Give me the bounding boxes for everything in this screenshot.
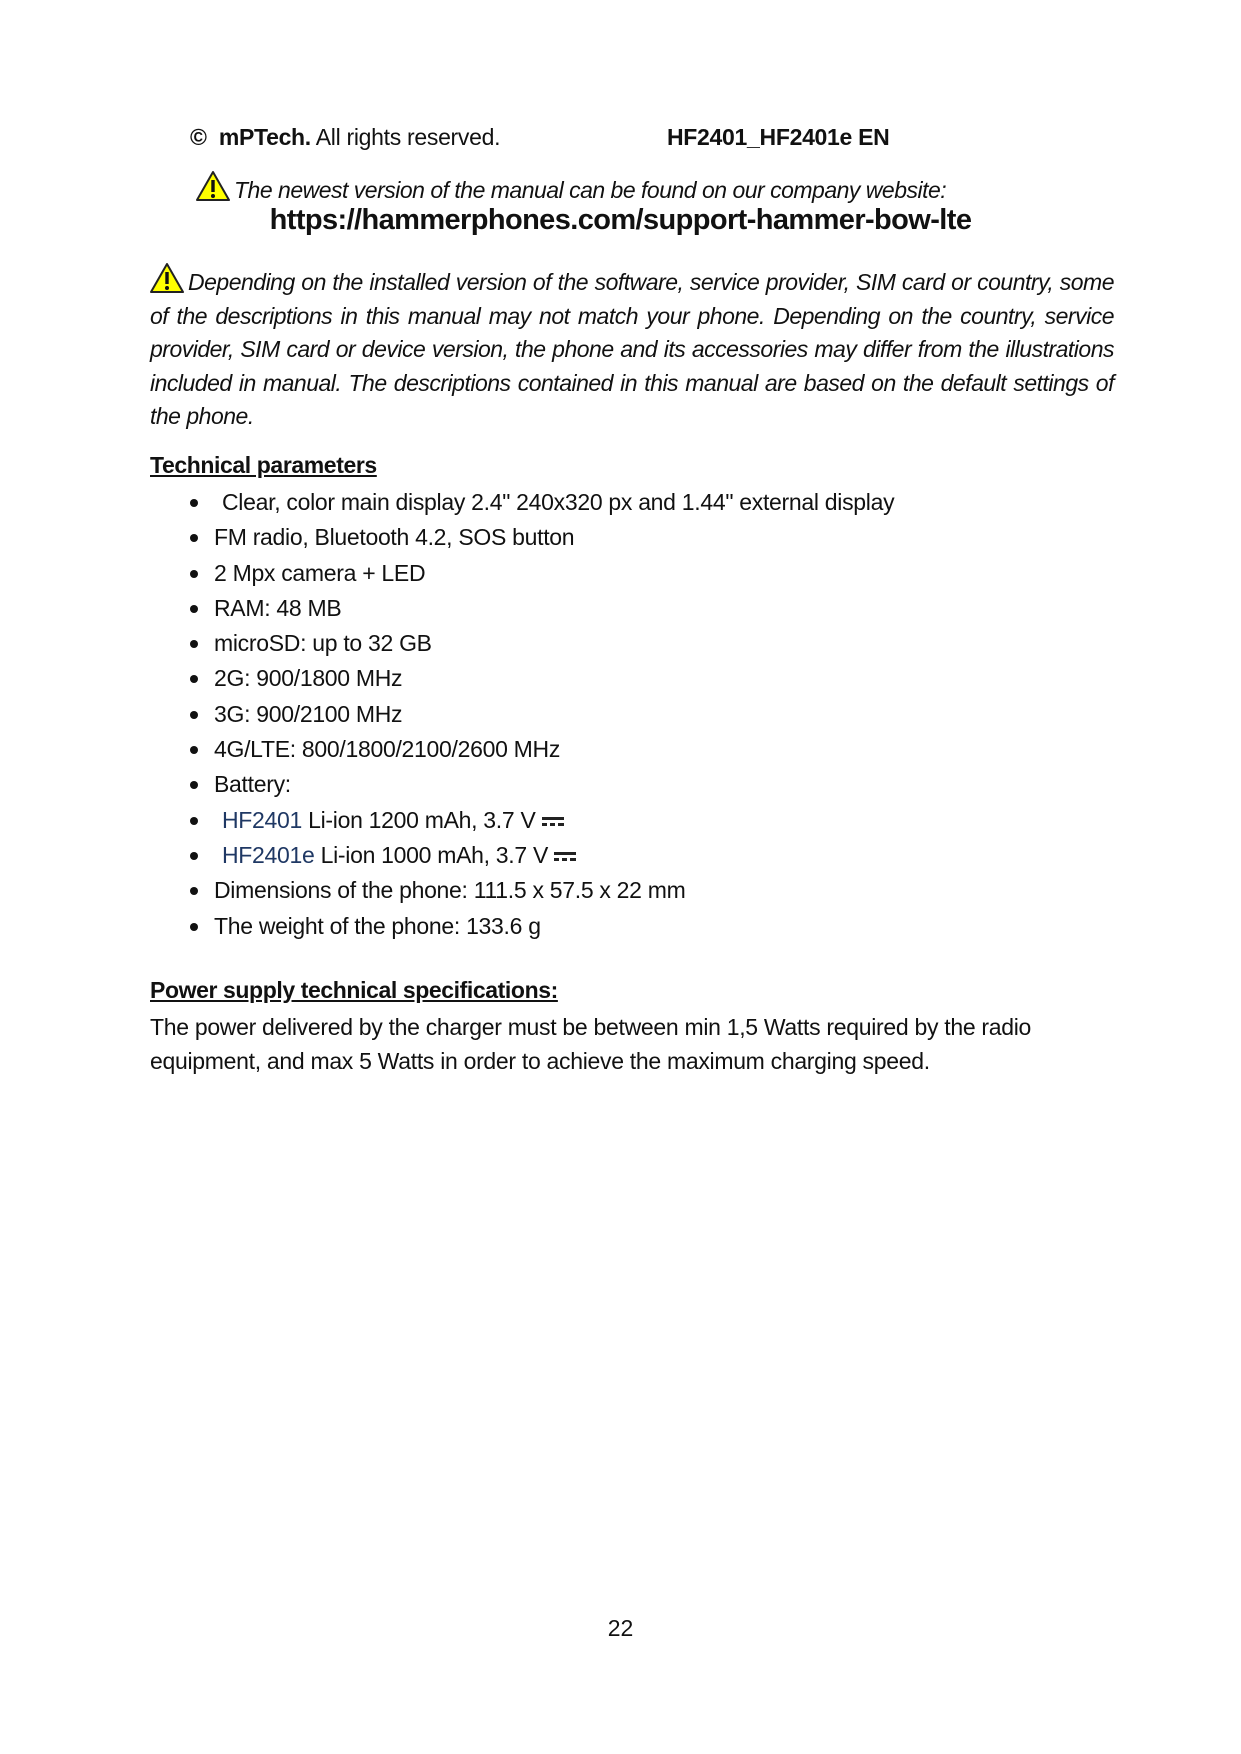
battery-spec: Li-ion 1200 mAh, 3.7 V bbox=[308, 806, 536, 833]
power-text: The power delivered by the charger must be between min 1,5 Watts required by the radio equipment, and max 5 Watts in order to achieve the maximum charging speed. bbox=[150, 1014, 1032, 1074]
list-item: The weight of the phone: 133.6 g bbox=[150, 909, 894, 944]
list-item: Dimensions of the phone: 111.5 x 57.5 x 22 mm bbox=[150, 873, 894, 908]
list-item: FM radio, Bluetooth 4.2, SOS button bbox=[150, 520, 894, 555]
support-url: https://hammerphones.com/support-hammer-bow-lte bbox=[269, 204, 972, 236]
list-item: RAM: 48 MB bbox=[150, 591, 894, 626]
notice-text: The newest version of the manual can be found on our company website: bbox=[234, 177, 947, 203]
company-name: mPTech. bbox=[218, 124, 311, 150]
battery-spec: Li-ion 1000 mAh, 3.7 V bbox=[320, 841, 549, 868]
battery-item bbox=[150, 838, 894, 873]
copyright-line bbox=[190, 124, 500, 151]
battery-model: HF2401e bbox=[222, 841, 315, 868]
doc-code: HF2401_HF2401e EN bbox=[667, 124, 890, 150]
page-number: 22 bbox=[607, 1615, 634, 1641]
list-item: 4G/LTE: 800/1800/2100/2600 MHz bbox=[150, 732, 894, 767]
power-heading: Power supply technical specifications: bbox=[150, 977, 558, 1003]
battery-item bbox=[150, 803, 894, 838]
list-item: 2 Mpx camera + LED bbox=[150, 556, 894, 591]
list-item: 3G: 900/2100 MHz bbox=[150, 697, 894, 732]
newest-version-notice bbox=[196, 170, 946, 207]
list-item: 2G: 900/1800 MHz bbox=[150, 661, 894, 696]
list-item: microSD: up to 32 GB bbox=[150, 626, 894, 661]
dc-symbol-icon bbox=[554, 852, 576, 862]
disclaimer bbox=[150, 262, 1114, 434]
technical-list bbox=[150, 485, 894, 944]
list-item: Clear, color main display 2.4" 240x320 px and 1.44" external display bbox=[150, 485, 894, 520]
warning-icon bbox=[150, 262, 184, 294]
battery-model: HF2401 bbox=[222, 806, 303, 833]
disclaimer-text: Depending on the installed version of the software, service provider, SIM card or country, some of the descriptions in this manual may not match your phone. Depending on the country, service provider, SIM card or device version, the phone and its accessories may differ from the illustrations included in manual. The descriptions contained in this manual are based on the default settings of the phone. bbox=[150, 269, 1114, 429]
technical-heading: Technical parameters bbox=[150, 452, 377, 478]
copyright-symbol: © bbox=[190, 124, 207, 150]
list-item: Battery: bbox=[150, 767, 894, 802]
rights-text: All rights reserved. bbox=[315, 124, 501, 150]
dc-symbol-icon bbox=[542, 817, 564, 827]
warning-icon bbox=[196, 170, 230, 202]
